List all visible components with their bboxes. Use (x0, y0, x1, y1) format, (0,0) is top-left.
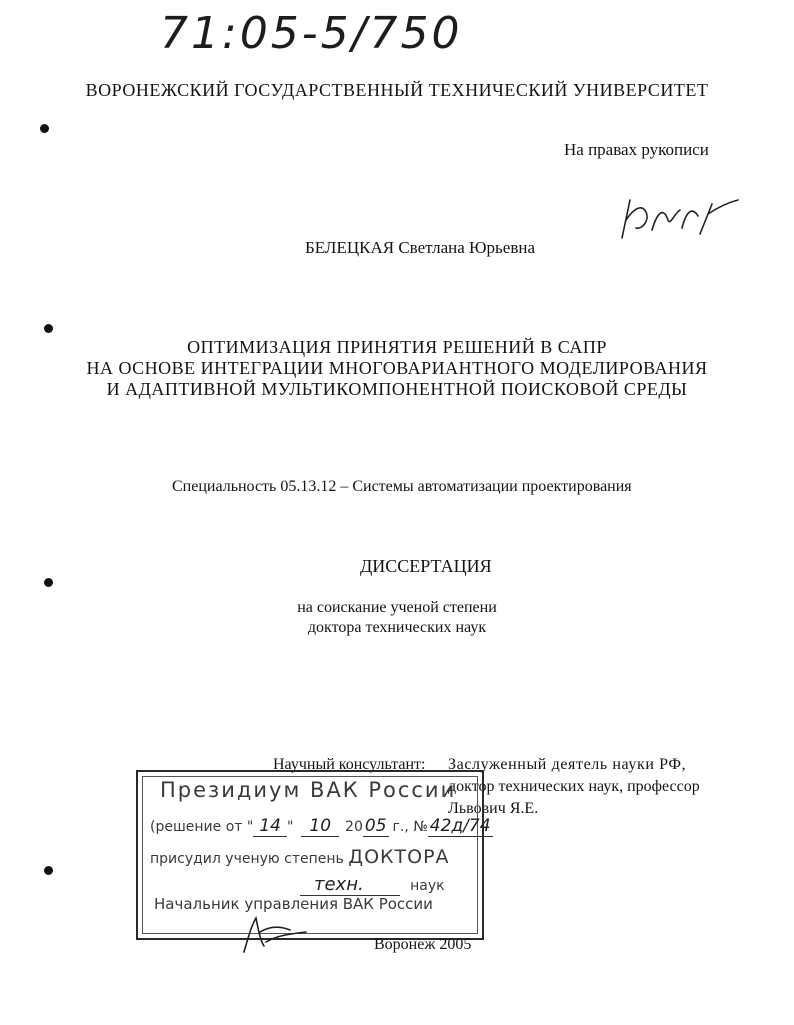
stamp-decision-no-label: г., № (392, 819, 428, 835)
stamp-header: Президиум ВАК России (160, 778, 457, 802)
university-name: ВОРОНЕЖСКИЙ ГОСУДАРСТВЕННЫЙ ТЕХНИЧЕСКИЙ УНИВЕРСИТЕТ (85, 80, 709, 100)
title-line: НА ОСНОВЕ ИНТЕГРАЦИИ МНОГОВАРИАНТНОГО МОДЕЛИРОВАНИЯ (86, 358, 708, 378)
stamp-awarded-degree: ДОКТОРА (348, 846, 450, 868)
title-line: ОПТИМИЗАЦИЯ ПРИНЯТИЯ РЕШЕНИЙ В САПР (187, 337, 607, 357)
stamp-decision-prefix: (решение от " (150, 819, 254, 835)
consultant-title: Заслуженный деятель науки РФ, (448, 756, 687, 773)
author-name: БЕЛЕЦКАЯ Светлана Юрьевна (305, 238, 535, 257)
stamp-head-title: Начальник управления ВАК России (154, 895, 433, 913)
document-type: ДИССЕРТАЦИЯ (360, 556, 492, 576)
dissertation-title (0, 337, 794, 400)
stamp-field-suffix: наук (410, 878, 445, 894)
stamp-field-line (300, 874, 445, 895)
binding-hole-dot (44, 324, 53, 333)
stamp-awarded-line (150, 846, 450, 868)
degree-line: на соискание ученой степени (297, 599, 497, 616)
specialty: Специальность 05.13.12 – Системы автоматизации проектирования (172, 478, 632, 495)
consultant-degree: доктор технических наук, профессор (448, 778, 700, 795)
binding-hole-dot (40, 124, 49, 133)
author-signature-icon (612, 190, 742, 250)
degree-line: доктора технических наук (307, 619, 487, 636)
stamp-awarded-prefix: присудил ученую степень (150, 851, 344, 867)
archive-number: 71:05-5/750 (160, 8, 463, 59)
stamp-signature-icon (236, 912, 316, 956)
binding-hole-dot (44, 866, 53, 875)
stamp-decision-line (150, 816, 493, 836)
consultant-name: Львович Я.Е. (448, 800, 539, 817)
stamp-decision-day: 14 (253, 816, 287, 837)
stamp-field-value: техн. (300, 874, 400, 896)
stamp-decision-month: 10 (301, 816, 339, 837)
stamp-decision-year-prefix: 20 (345, 819, 363, 835)
city-year: Воронеж 2005 (374, 936, 472, 953)
rights-note: На правах рукописи (564, 140, 709, 159)
binding-hole-dot (44, 578, 53, 587)
stamp-decision-number: 42д/74 (429, 816, 491, 836)
consultant-label: Научный консультант: (273, 756, 426, 773)
title-line: И АДАПТИВНОЙ МУЛЬТИКОМПОНЕНТНОЙ ПОИСКОВОЙ СРЕДЫ (106, 379, 688, 399)
stamp-decision-year: 05 (364, 816, 387, 836)
stamp-decision-quote: " (286, 819, 294, 835)
degree-sought (0, 598, 794, 638)
